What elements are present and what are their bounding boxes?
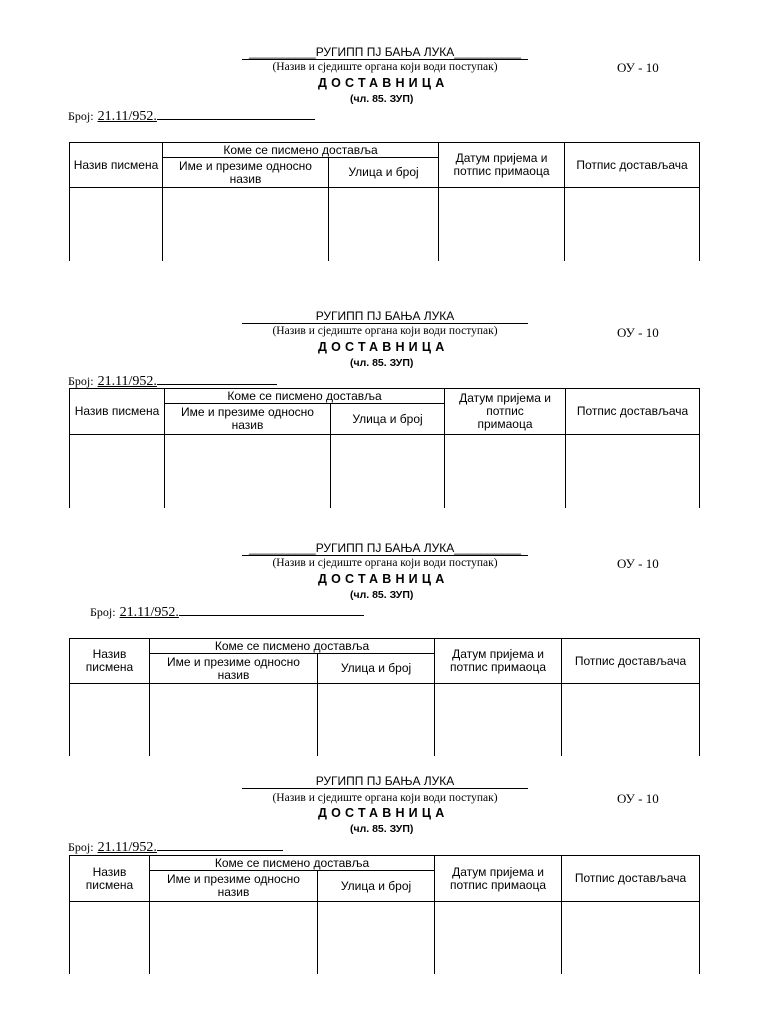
cell-ime[interactable] [150,902,318,974]
header-datum: Датум пријема и потпис примаоца [445,389,566,435]
organ-caption: (Назив и сједиште органа који води поступак) [272,557,498,569]
form-title: ДОСТАВНИЦА [318,806,449,820]
number-field[interactable] [68,838,283,856]
delivery-table [69,388,700,508]
number-label: Број: [68,109,94,123]
header-potpis: Потпис достављача [562,856,700,902]
delivery-table [69,638,700,756]
cell-naziv[interactable] [70,684,150,756]
header-potpis: Потпис достављача [562,639,700,684]
number-label: Број: [68,374,94,388]
header-kome: Коме се писмено доставља [163,143,439,158]
header-potpis: Потпис достављача [565,143,700,188]
delivery-table [69,855,700,974]
form-title: ДОСТАВНИЦА [318,76,449,90]
organ-caption: (Назив и сједиште органа који води поступак) [272,792,498,804]
header-ime: Име и презиме односно назив [165,404,331,435]
cell-datum[interactable] [435,902,562,974]
legal-article: (чл. 85. ЗУП) [350,589,414,601]
number-label: Број: [68,840,94,854]
header-naziv: Назив писмена [70,389,165,435]
header-naziv: Назив писмена [70,856,150,902]
form-code: ОУ - 10 [617,791,659,806]
cell-datum[interactable] [445,435,566,508]
header-kome: Коме се писмено доставља [150,856,435,871]
number-value: 21.11/952. [97,109,157,124]
cell-ime[interactable] [150,684,318,756]
cell-naziv[interactable] [70,435,165,508]
number-label: Број: [90,605,116,619]
number-value: 21.11/952. [119,605,179,620]
header-kome: Коме се писмено доставља [165,389,445,404]
header-potpis: Потпис достављача [566,389,700,435]
organ-caption: (Назив и сједиште органа који води поступак) [272,61,498,73]
cell-naziv[interactable] [70,902,150,974]
organ-name: __________РУГИПП ПЈ БАЊА ЛУКА__________ [242,45,528,60]
legal-article: (чл. 85. ЗУП) [350,93,414,105]
cell-potpis[interactable] [566,435,700,508]
number-value: 21.11/952. [97,840,157,855]
header-kome: Коме се писмено доставља [150,639,435,654]
cell-ulica[interactable] [318,684,435,756]
cell-datum[interactable] [435,684,562,756]
organ-name: РУГИПП ПЈ БАЊА ЛУКА [242,309,528,324]
cell-ime[interactable] [165,435,331,508]
form-title: ДОСТАВНИЦА [318,340,449,354]
form-title: ДОСТАВНИЦА [318,572,449,586]
header-ulica: Улица и број [318,871,435,902]
header-ime: Име и презиме односно назив [150,654,318,684]
form-code: ОУ - 10 [617,325,659,340]
cell-potpis[interactable] [562,902,700,974]
number-value: 21.11/952. [97,374,157,389]
header-ulica: Улица и број [318,654,435,684]
header-datum: Датум пријема и потпис примаоца [435,639,562,684]
cell-ulica[interactable] [331,435,445,508]
cell-ulica[interactable] [318,902,435,974]
header-naziv: Назив писмена [70,639,150,684]
legal-article: (чл. 85. ЗУП) [350,357,414,369]
organ-name: РУГИПП ПЈ БАЊА ЛУКА [242,774,528,789]
header-ime: Име и презиме односно назив [150,871,318,902]
header-naziv: Назив писмена [70,143,163,188]
organ-name: __________РУГИПП ПЈ БАЊА ЛУКА__________ [242,541,528,556]
form-code: ОУ - 10 [617,556,659,571]
header-ulica: Улица и број [329,158,439,188]
header-datum: Датум пријема и потпис примаоца [439,143,565,188]
number-field[interactable] [90,603,364,621]
header-ulica: Улица и број [331,404,445,435]
form-code: ОУ - 10 [617,60,659,75]
header-datum: Датум пријема и потпис примаоца [435,856,562,902]
header-ime: Име и презиме односно назив [163,158,329,188]
cell-potpis[interactable] [562,684,700,756]
legal-article: (чл. 85. ЗУП) [350,823,414,835]
organ-caption: (Назив и сједиште органа који води поступак) [272,325,498,337]
